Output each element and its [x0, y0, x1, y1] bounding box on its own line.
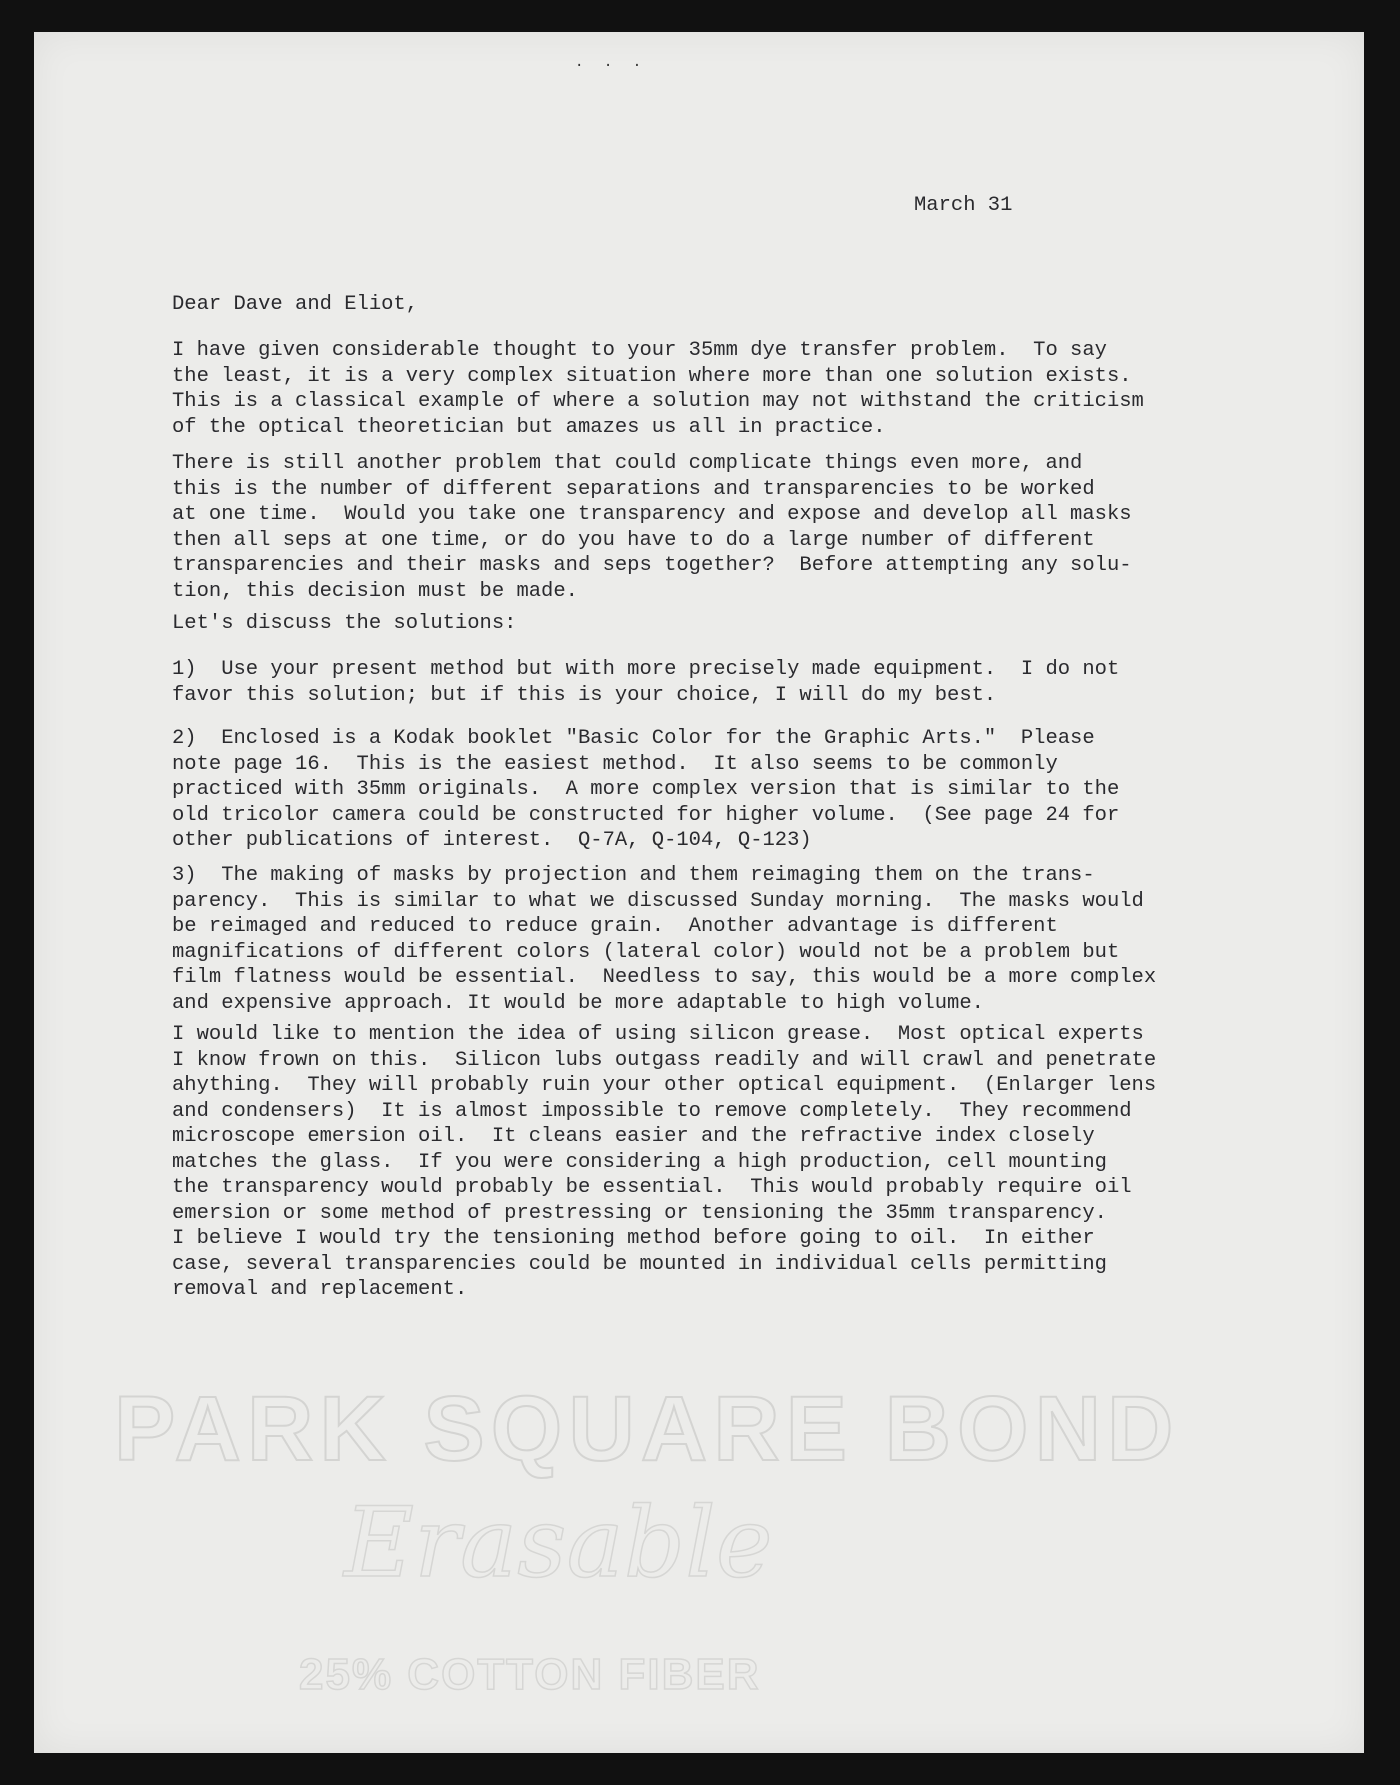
letter-page: [34, 32, 1364, 1753]
text-line: and condensers) It is almost impossible to remove completely. They recommend: [172, 1099, 1132, 1123]
header-marks: . . .: [575, 54, 648, 70]
paragraph-silicon-grease: [172, 1022, 1156, 1303]
text-line: 1) Use your present method but with more precisely made equipment. I do not: [172, 658, 1120, 681]
text-line: This is a classical example of where a solution may not withstand the criticism: [172, 390, 1144, 413]
text-line: matches the glass. If you were considering a high production, cell mounting: [172, 1150, 1107, 1174]
text-line: then all seps at one time, or do you have to do a large number of different: [172, 528, 1095, 552]
paper-watermark-script: Erasable: [344, 1487, 773, 1599]
letter-date: March 31: [914, 194, 1013, 217]
text-line: tion, this decision must be made.: [172, 579, 578, 603]
text-line: the least, it is a very complex situation where more than one solution exists.: [172, 364, 1132, 388]
salutation: Dear Dave and Eliot,: [172, 293, 419, 316]
paragraph-discuss: [172, 611, 516, 637]
text-line: I would like to mention the idea of using silicon grease. Most optical experts: [172, 1023, 1144, 1046]
text-line: film flatness would be essential. Needless to say, this would be a more complex: [172, 966, 1157, 989]
text-line: of the optical theoretician but amazes us all in practice.: [172, 415, 886, 439]
paragraph-problem: [172, 451, 1132, 604]
text-line: at one time. Would you take one transparency and expose and develop all masks: [172, 503, 1132, 526]
text-line: transparencies and their masks and seps together? Before attempting any solu-: [172, 554, 1132, 577]
text-line: this is the number of different separations and transparencies to be worked: [172, 477, 1095, 501]
paragraph-solution-2: [172, 726, 1119, 854]
text-line: 3) The making of masks by projection and them reimaging them on the trans-: [172, 864, 1095, 887]
paragraph-solution-1: [172, 657, 1119, 708]
text-line: microscope emersion oil. It cleans easier and the refractive index closely: [172, 1125, 1095, 1148]
text-line: other publications of interest. Q-7A, Q-104, Q-123): [172, 829, 812, 852]
text-line: note page 16. This is the easiest method. It also seems to be commonly: [172, 752, 1058, 776]
paper-watermark-brand: PARK SQUARE BOND: [114, 1378, 1180, 1480]
text-line: practiced with 35mm originals. A more complex version that is similar to the: [172, 778, 1120, 801]
text-line: removal and replacement.: [172, 1278, 468, 1301]
text-line: and expensive approach. It would be more adaptable to high volume.: [172, 991, 984, 1015]
paragraph-solution-3: [172, 863, 1156, 1016]
text-line: be reimaged and reduced to reduce grain. Another advantage is different: [172, 915, 1058, 938]
text-line: There is still another problem that could complicate things even more, and: [172, 452, 1083, 475]
text-line: old tricolor camera could be constructed for higher volume. (See page 24 for: [172, 803, 1120, 827]
text-line: I believe I would try the tensioning method before going to oil. In either: [172, 1227, 1095, 1250]
text-line: I know frown on this. Silicon lubs outgass readily and will crawl and penetrate: [172, 1048, 1157, 1072]
text-line: ahything. They will probably ruin your other optical equipment. (Enlarger lens: [172, 1074, 1157, 1097]
text-line: parency. This is similar to what we discussed Sunday morning. The masks would: [172, 889, 1144, 913]
text-line: magnifications of different colors (lateral color) would not be a problem but: [172, 940, 1120, 964]
text-line: the transparency would probably be essential. This would probably require oil: [172, 1176, 1132, 1199]
text-line: favor this solution; but if this is your choice, I will do my best.: [172, 683, 997, 707]
text-line: Let's discuss the solutions:: [172, 612, 517, 635]
text-line: case, several transparencies could be mounted in individual cells permitting: [172, 1252, 1107, 1276]
text-line: emersion or some method of prestressing or tensioning the 35mm transparency.: [172, 1201, 1107, 1225]
text-line: I have given considerable thought to your 35mm dye transfer problem. To say: [172, 339, 1107, 362]
text-line: 2) Enclosed is a Kodak booklet "Basic Color for the Graphic Arts." Please: [172, 727, 1095, 750]
paper-watermark-fiber: 25% COTTON FIBER: [299, 1650, 761, 1699]
paragraph-intro: [172, 338, 1144, 440]
